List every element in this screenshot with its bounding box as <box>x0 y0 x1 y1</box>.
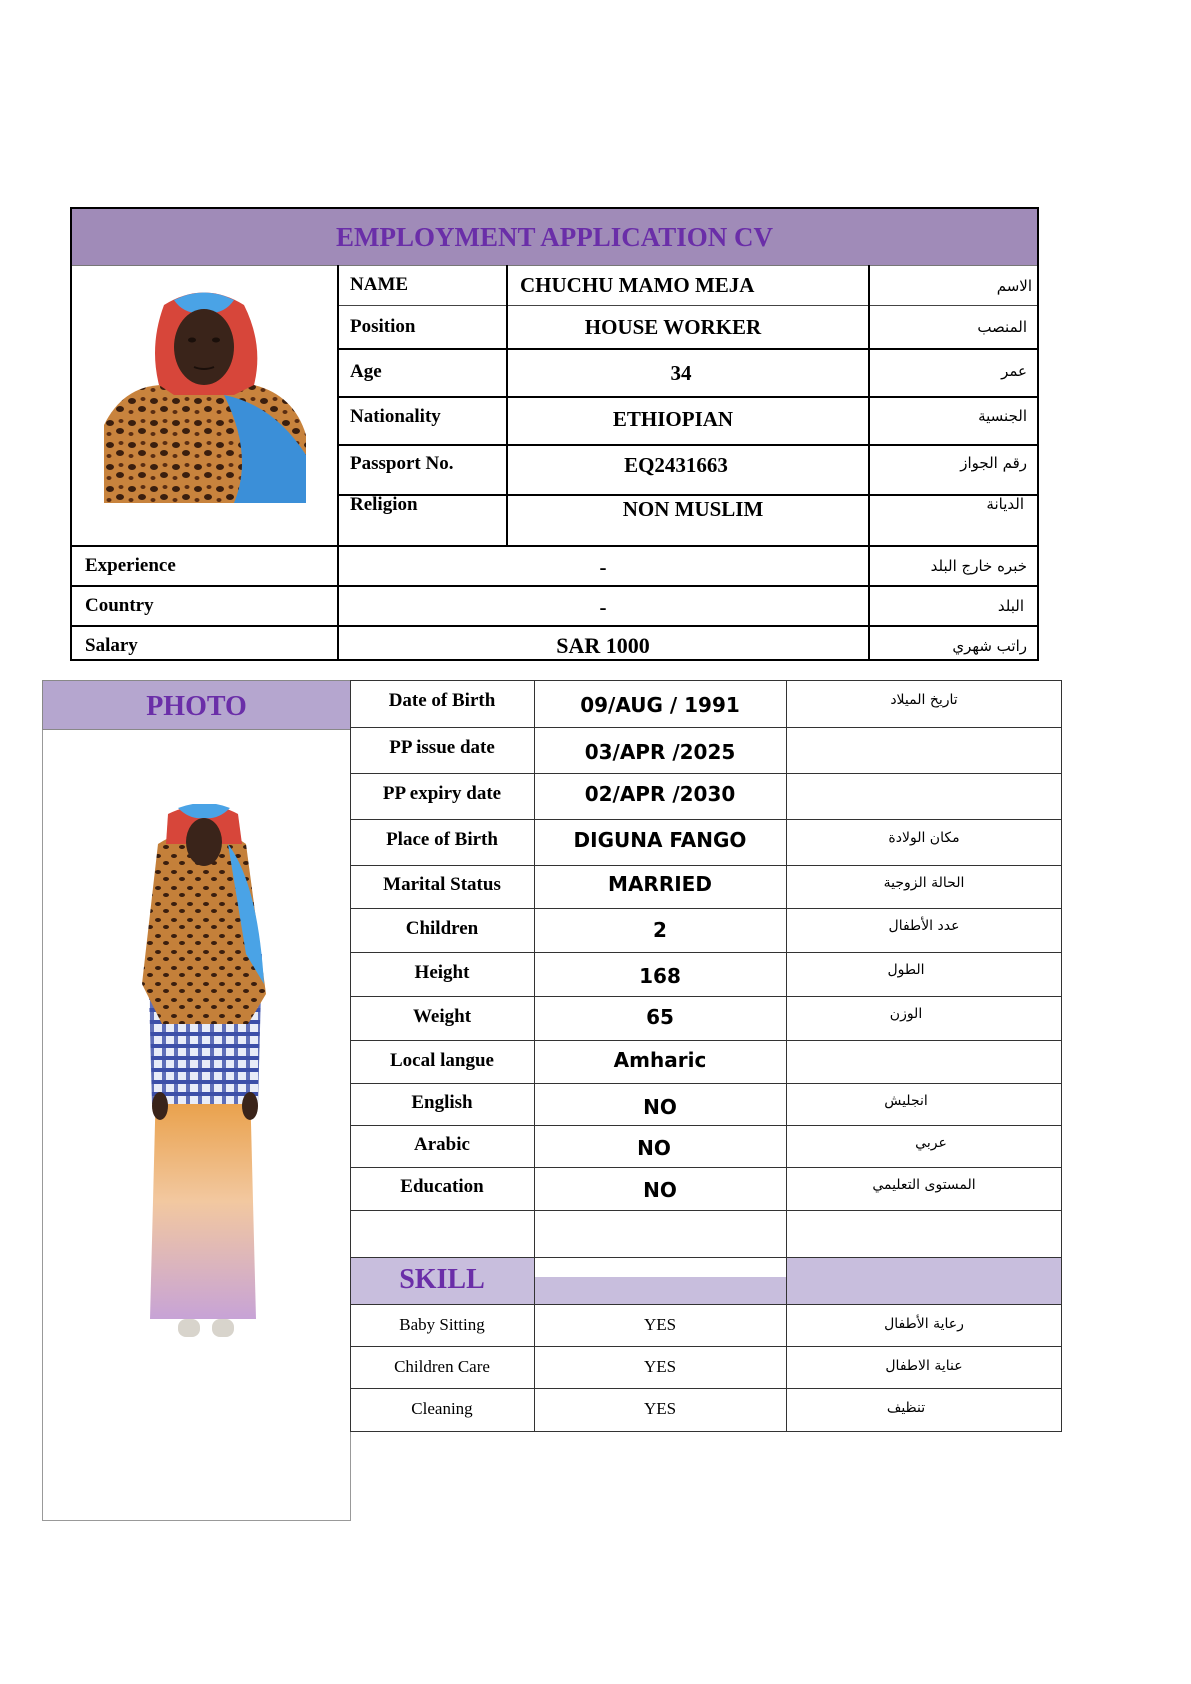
religion-arabic: الديانة <box>986 495 1024 513</box>
document-title: EMPLOYMENT APPLICATION CV <box>72 209 1037 266</box>
local-language-value: Amharic <box>613 1048 707 1072</box>
row-divider <box>350 1083 1062 1084</box>
skill-value: YES <box>643 1399 677 1418</box>
row-divider <box>72 625 1037 627</box>
pp-expiry-label: PP expiry date <box>382 783 502 804</box>
place-of-birth-value: DIGUNA FANGO <box>573 828 747 852</box>
nationality-arabic: الجنسية <box>978 407 1027 425</box>
skill-band <box>786 1257 1062 1304</box>
age-label: Age <box>350 361 382 382</box>
arabic-label: Arabic <box>414 1134 470 1155</box>
dob-arabic: تاريخ الميلاد <box>890 692 958 708</box>
skill-heading: SKILL <box>399 1264 485 1295</box>
row-divider <box>337 305 1037 306</box>
weight-arabic: الوزن <box>889 1006 923 1022</box>
english-label: English <box>411 1092 473 1113</box>
country-value: - <box>599 595 607 619</box>
age-value: 34 <box>670 361 692 385</box>
education-arabic: المستوى التعليمي <box>872 1177 976 1193</box>
row-divider <box>350 1388 1062 1389</box>
row-divider <box>350 908 1062 909</box>
children-label: Children <box>405 918 479 939</box>
skill-label: Cleaning <box>411 1399 473 1418</box>
experience-value: - <box>599 555 607 579</box>
children-arabic: عدد الأطفال <box>888 918 960 934</box>
height-value: 168 <box>639 964 681 988</box>
weight-label: Weight <box>412 1006 472 1027</box>
row-divider <box>350 727 1062 728</box>
arabic-value: NO <box>637 1136 671 1160</box>
children-value: 2 <box>653 918 667 942</box>
nationality-label: Nationality <box>350 406 441 427</box>
skill-label: Children Care <box>394 1357 490 1376</box>
skill-arabic: عناية الاطفال <box>885 1358 963 1374</box>
salary-arabic: راتب شهري <box>952 637 1027 655</box>
skill-arabic: رعاية الأطفال <box>884 1316 964 1332</box>
skill-band <box>534 1277 786 1304</box>
education-value: NO <box>643 1178 677 1202</box>
row-divider <box>337 348 1037 350</box>
religion-value: NON MUSLIM <box>622 497 764 521</box>
country-label: Country <box>85 595 154 616</box>
nationality-value: ETHIOPIAN <box>612 407 734 431</box>
row-divider <box>350 1167 1062 1168</box>
marital-status-arabic: الحالة الزوجية <box>883 875 965 891</box>
experience-label: Experience <box>85 555 176 576</box>
full-body-photo <box>138 804 272 1346</box>
age-arabic: عمر <box>1001 362 1027 380</box>
skill-value: YES <box>643 1315 677 1334</box>
pp-issue-label: PP issue date <box>389 737 495 758</box>
name-label: NAME <box>350 274 409 295</box>
skill-value: YES <box>643 1357 677 1376</box>
dob-value: 09/AUG / 1991 <box>580 693 740 717</box>
row-divider <box>350 1304 1062 1305</box>
row-divider <box>350 1210 1062 1211</box>
row-divider <box>350 865 1062 866</box>
english-value: NO <box>643 1095 677 1119</box>
row-divider <box>72 545 1037 547</box>
country-arabic: البلد <box>997 597 1024 615</box>
personal-info-table <box>70 207 1039 661</box>
education-label: Education <box>400 1176 484 1197</box>
position-label: Position <box>350 316 416 337</box>
place-of-birth-label: Place of Birth <box>386 829 498 850</box>
skill-arabic: تنظيف <box>886 1400 926 1416</box>
row-divider <box>337 396 1037 398</box>
weight-value: 65 <box>646 1005 674 1029</box>
local-language-label: Local langue <box>390 1050 494 1071</box>
row-divider <box>350 1257 1062 1258</box>
position-value: HOUSE WORKER <box>584 315 762 339</box>
height-label: Height <box>414 962 470 983</box>
salary-value: SAR 1000 <box>556 633 650 658</box>
portrait-photo <box>104 285 306 503</box>
details-table <box>350 680 1062 1432</box>
experience-arabic: خبره خارج البلد <box>930 557 1027 575</box>
dob-label: Date of Birth <box>388 690 496 711</box>
religion-label: Religion <box>350 494 418 515</box>
row-divider <box>350 952 1062 953</box>
passport-arabic: رقم الجواز <box>960 454 1027 472</box>
details-section <box>42 680 1062 1520</box>
row-divider <box>350 773 1062 774</box>
row-divider <box>350 1125 1062 1126</box>
row-divider <box>72 585 1037 587</box>
row-divider <box>350 1431 1062 1432</box>
row-divider <box>350 819 1062 820</box>
marital-status-value: MARRIED <box>608 872 712 896</box>
row-divider <box>350 996 1062 997</box>
pp-expiry-value: 02/APR /2030 <box>584 782 736 806</box>
name-value: CHUCHU MAMO MEJA <box>520 273 755 297</box>
pp-issue-value: 03/APR /2025 <box>584 740 736 764</box>
photo-heading: PHOTO <box>42 680 351 730</box>
english-arabic: انجليش <box>884 1093 928 1109</box>
col-divider <box>868 265 870 659</box>
position-arabic: المنصب <box>977 318 1027 336</box>
skill-label: Baby Sitting <box>399 1315 485 1334</box>
place-of-birth-arabic: مكان الولادة <box>888 830 960 846</box>
marital-status-label: Marital Status <box>383 874 501 895</box>
height-arabic: الطول <box>887 962 925 978</box>
row-divider <box>350 1040 1062 1041</box>
row-divider <box>350 680 1062 681</box>
row-divider <box>350 1346 1062 1347</box>
salary-label: Salary <box>85 635 138 656</box>
passport-value: EQ2431663 <box>624 453 728 477</box>
row-divider <box>337 444 1037 446</box>
arabic-arabic: عربي <box>915 1135 947 1151</box>
passport-label: Passport No. <box>350 453 454 474</box>
name-arabic: الاسم <box>996 277 1032 295</box>
